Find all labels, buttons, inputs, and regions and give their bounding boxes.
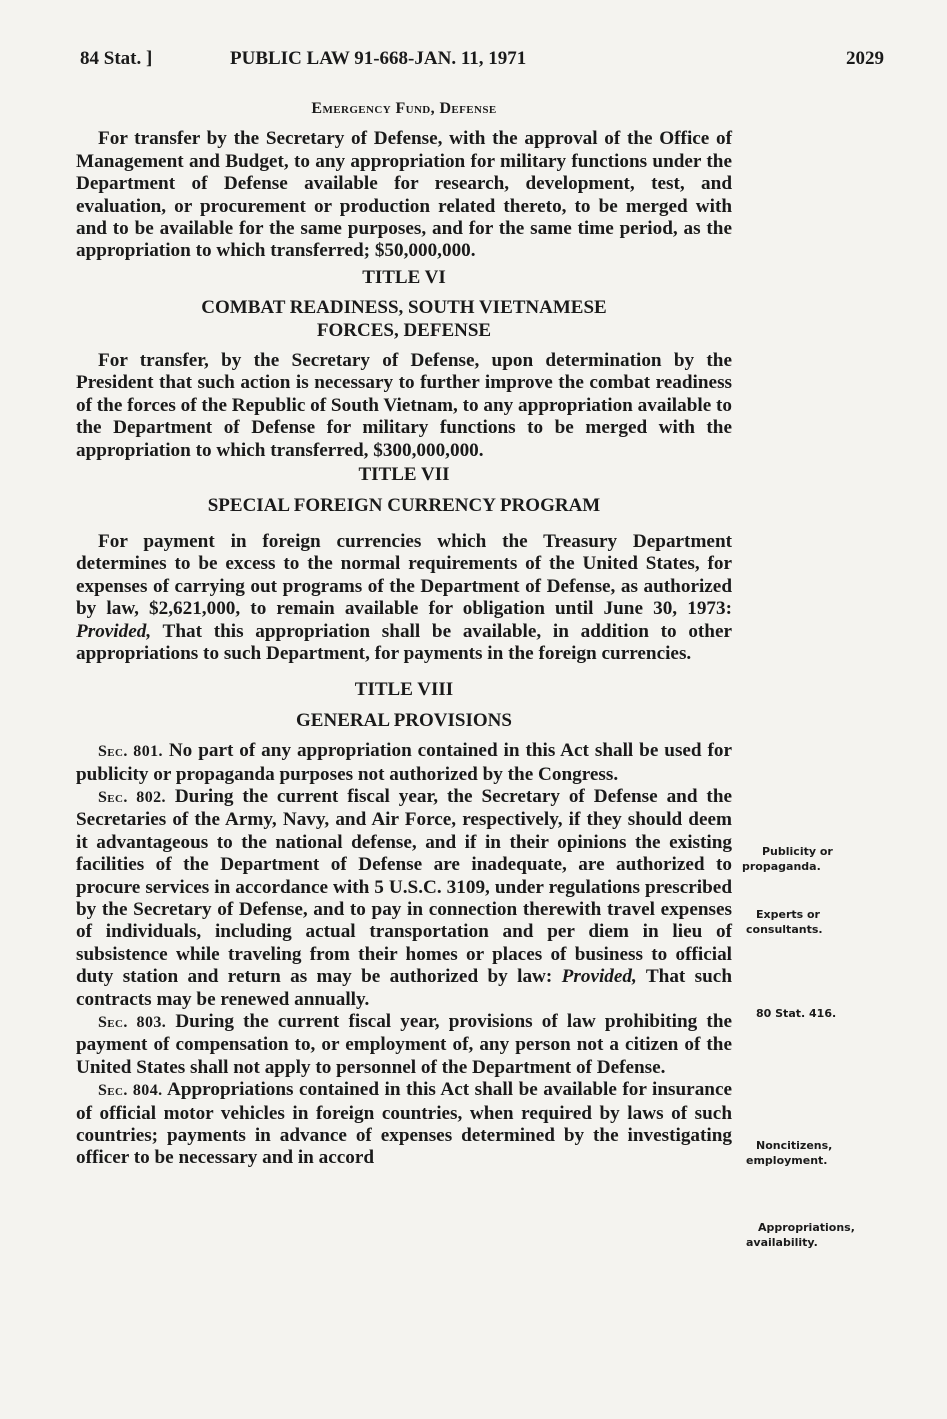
law-citation: PUBLIC LAW 91-668-JAN. 11, 1971 (230, 48, 527, 69)
emergency-fund-paragraph: For transfer by the Secretary of Defense, with the approval of the Office of Management and Budget, to any appropriation for military functions under the Department of Defense available for research, development, test, and evaluation, or procurement or production related thereto, to be merged with and to be available for the same purposes, and for the same time period, as the appropriation to which transferred; $50,000,000. (76, 128, 732, 262)
margin-note-noncitizens-line2: employment. (746, 1154, 828, 1167)
document-body (76, 98, 732, 1170)
section-803-label: Sec. 803. (98, 1014, 167, 1032)
title-viii-heading: GENERAL PROVISIONS (296, 709, 512, 731)
section-802-label: Sec. 802. (98, 788, 166, 806)
title-vii-text-after: That this appropriation shall be available, in addition to other appropriations to such Department, for payments in the foreign currencies. (76, 620, 733, 664)
margin-note-appropriations (746, 1220, 872, 1250)
section-802 (76, 786, 732, 1011)
section-801-label: Sec. 801. (98, 743, 163, 761)
title-viii: TITLE VIII (354, 679, 454, 701)
section-801 (76, 740, 732, 786)
margin-note-publicity (742, 844, 872, 874)
emergency-fund-heading: Emergency Fund, Defense (311, 100, 497, 117)
section-804-label: Sec. 804. (98, 1082, 163, 1100)
title-vi-heading-line1: COMBAT READINESS, SOUTH VIETNAMESE (201, 297, 607, 319)
margin-note-experts (746, 907, 872, 937)
margin-note-experts-line2: consultants. (746, 923, 823, 936)
section-801-text: No part of any appropriation contained in this Act shall be used for publicity or propaganda purposes not authorized by the Congress. (76, 740, 733, 785)
margin-note-publicity-line2: propaganda. (742, 860, 821, 873)
margin-note-experts-line1: Experts or (756, 908, 820, 921)
statute-volume: 84 Stat. ] (80, 48, 153, 69)
section-803 (76, 1011, 732, 1079)
margin-note-appropriations-line1: Appropriations, (758, 1221, 855, 1234)
section-802-text-after: That such contracts may be renewed annually. (76, 966, 732, 1010)
section-802-proviso: Provided, (561, 966, 637, 988)
margin-note-noncitizens (746, 1138, 872, 1168)
title-vi-heading-line2: FORCES, DEFENSE (316, 319, 492, 341)
title-vii-proviso: Provided, (76, 620, 152, 642)
margin-note-publicity-line1: Publicity or (762, 845, 833, 858)
margin-note-statute-ref: 80 Stat. 416. (756, 1007, 837, 1020)
title-vi: TITLE VI (362, 266, 446, 288)
margin-note-noncitizens-line1: Noncitizens, (756, 1139, 833, 1152)
title-vii-text-before: For payment in foreign currencies which the Treasury Department determines to be excess to the normal requirements of the United States, for expenses of carrying out programs of the Department of Defense, as authorized by law, $2,621,000, to remain available for obligation until June 30, 1973: (76, 530, 732, 620)
section-804-text: Appropriations contained in this Act shall be available for insurance of official motor vehicles in foreign countries, when required by laws of such countries; payments in advance of expenses determined by the investigating officer to be necessary and in accord (76, 1079, 732, 1169)
section-803-text: During the current fiscal year, provisions of law prohibiting the payment of compensation to, or employment of, any person not a citizen of the United States shall not apply to personnel of the Department of Defense. (76, 1011, 733, 1078)
title-vii: TITLE VII (358, 464, 450, 486)
page-number: 2029 (846, 48, 884, 69)
title-vi-paragraph: For transfer, by the Secretary of Defense, upon determination by the President that such action is necessary to further improve the combat readiness of the forces of the Republic of South Vietnam, to any appropriation available to the Department of Defense for military functions to be merged with the appropriation to which transferred, $300,000,000. (76, 350, 732, 461)
margin-note-appropriations-line2: availability. (746, 1236, 818, 1249)
section-804 (76, 1079, 732, 1170)
title-vii-paragraph (76, 531, 732, 665)
section-802-text-before: During the current fiscal year, the Secretary of Defense and the Secretaries of the Army, Navy, and Air Force, respectively, if they should deem it advantageous to the national defense, and if in their opinions the existing facilities of the Department of Defense are inadequate, are authorized to procure services in accordance with 5 U.S.C. 3109, under regulations prescribed by the Secretary of Defense, and to pay in connection therewith travel expenses of individuals, including actual transportation and per diem in lieu of subsistence while traveling from their homes or places of business to official duty station and return as may be authorized by law: (76, 785, 733, 988)
title-vii-heading: SPECIAL FOREIGN CURRENCY PROGRAM (207, 494, 601, 516)
running-header (80, 48, 884, 76)
